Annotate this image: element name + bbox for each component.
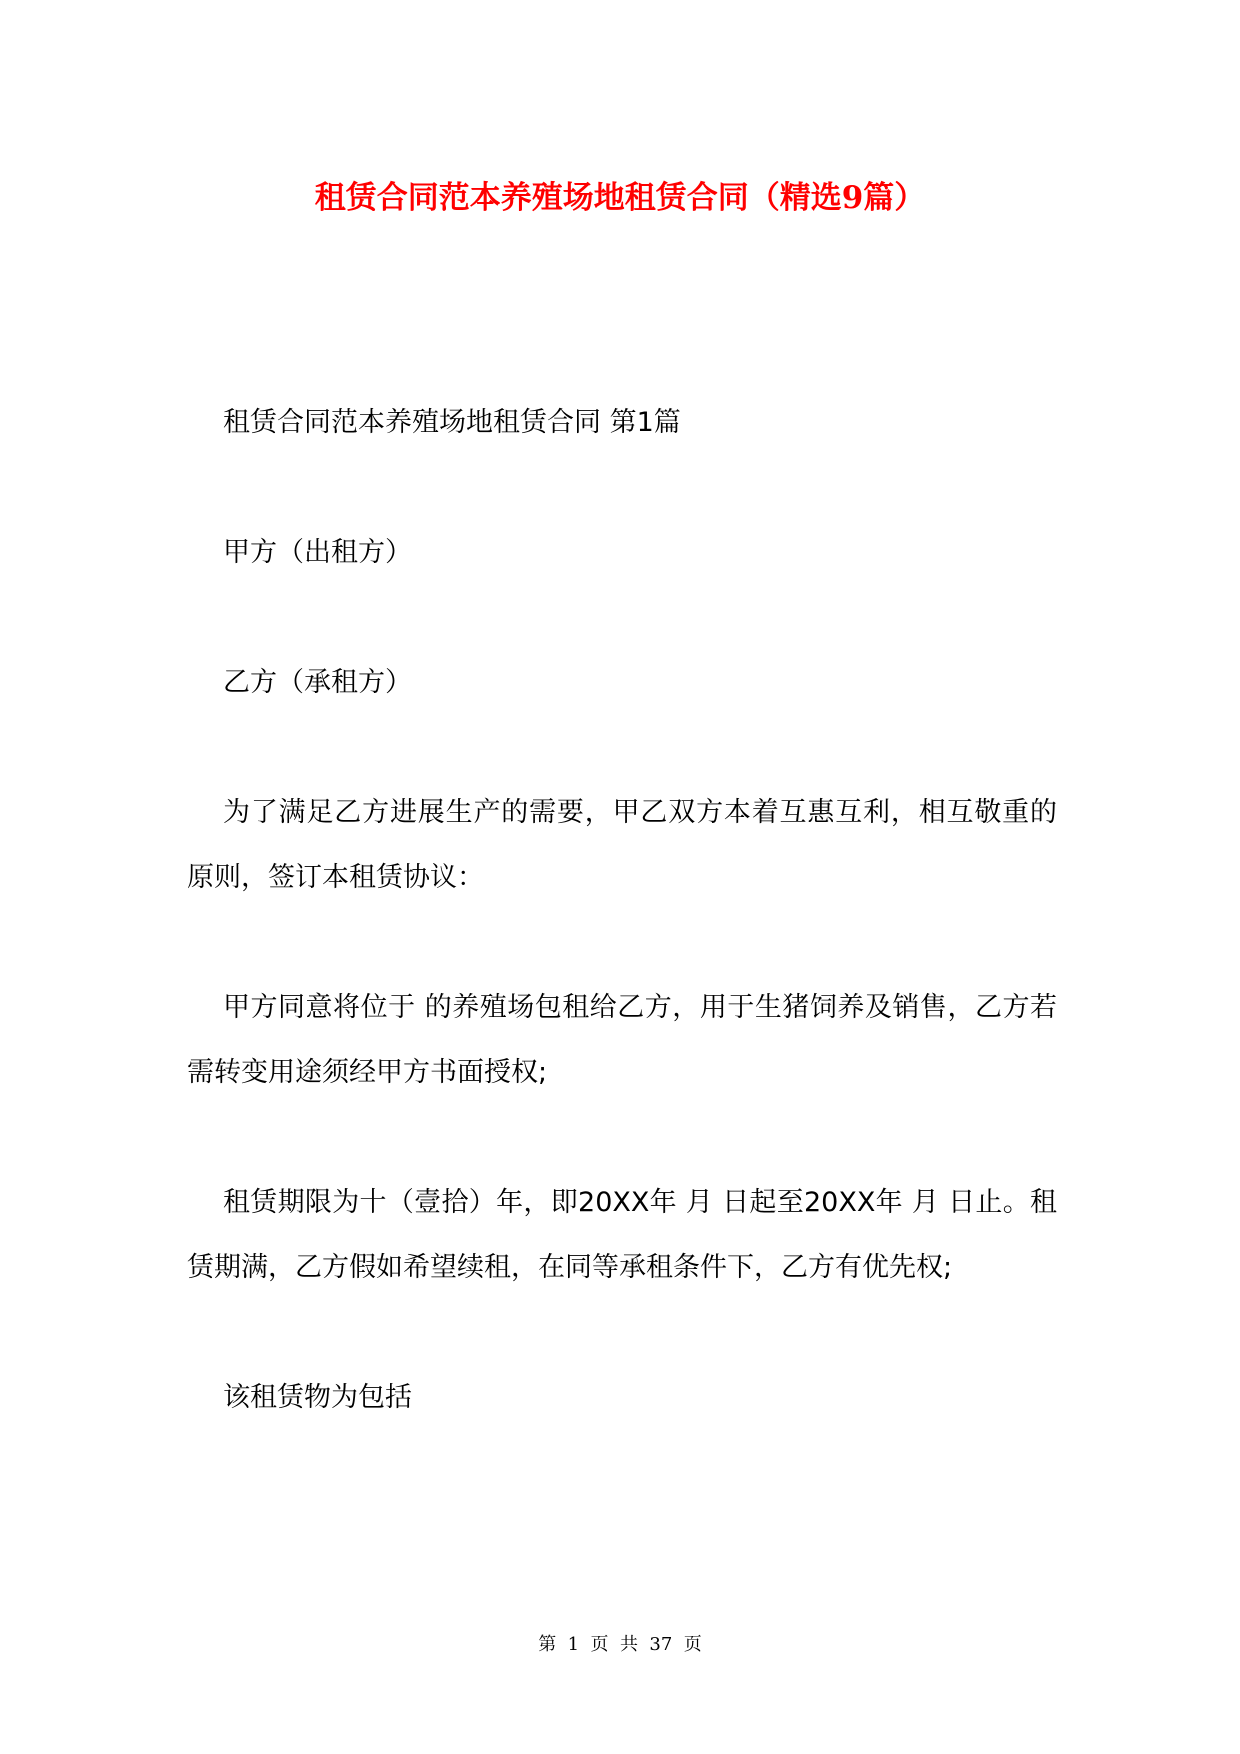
term-clause-paragraph: 租赁期限为十（壹拾）年，即20XX年 月 日起至20XX年 月 日止。租赁期满，乙方假如希望续租，在同等承租条件下，乙方有优先权; (187, 1187, 1057, 1283)
usage-clause-paragraph: 甲方同意将位于 的养殖场包租给乙方，用于生猪饲养及销售，乙方若需转变用途须经甲方书面授权; (187, 992, 1057, 1088)
page-number-footer: 第 1 页 共 37 页 (538, 1634, 702, 1655)
paragraph-spacer (187, 455, 1057, 520)
paragraph-spacer (187, 715, 1057, 780)
preamble-paragraph: 为了满足乙方进展生产的需要，甲乙双方本着互惠互利，相互敬重的原则，签订本租赁协议： (187, 797, 1057, 893)
party-b-line: 乙方（承租方） (223, 667, 412, 698)
party-a-line: 甲方（出租方） (223, 537, 412, 568)
paragraph-spacer (187, 910, 1057, 975)
leased-property-paragraph: 该租赁物为包括 (223, 1382, 412, 1413)
paragraph-spacer (187, 1300, 1057, 1365)
paragraph-spacer (187, 585, 1057, 650)
paragraph-spacer (187, 1105, 1057, 1170)
section-heading: 租赁合同范本养殖场地租赁合同 第1篇 (223, 407, 681, 438)
document-body (187, 390, 1057, 1430)
document-title: 租赁合同范本养殖场地租赁合同（精选9篇） (314, 180, 926, 216)
